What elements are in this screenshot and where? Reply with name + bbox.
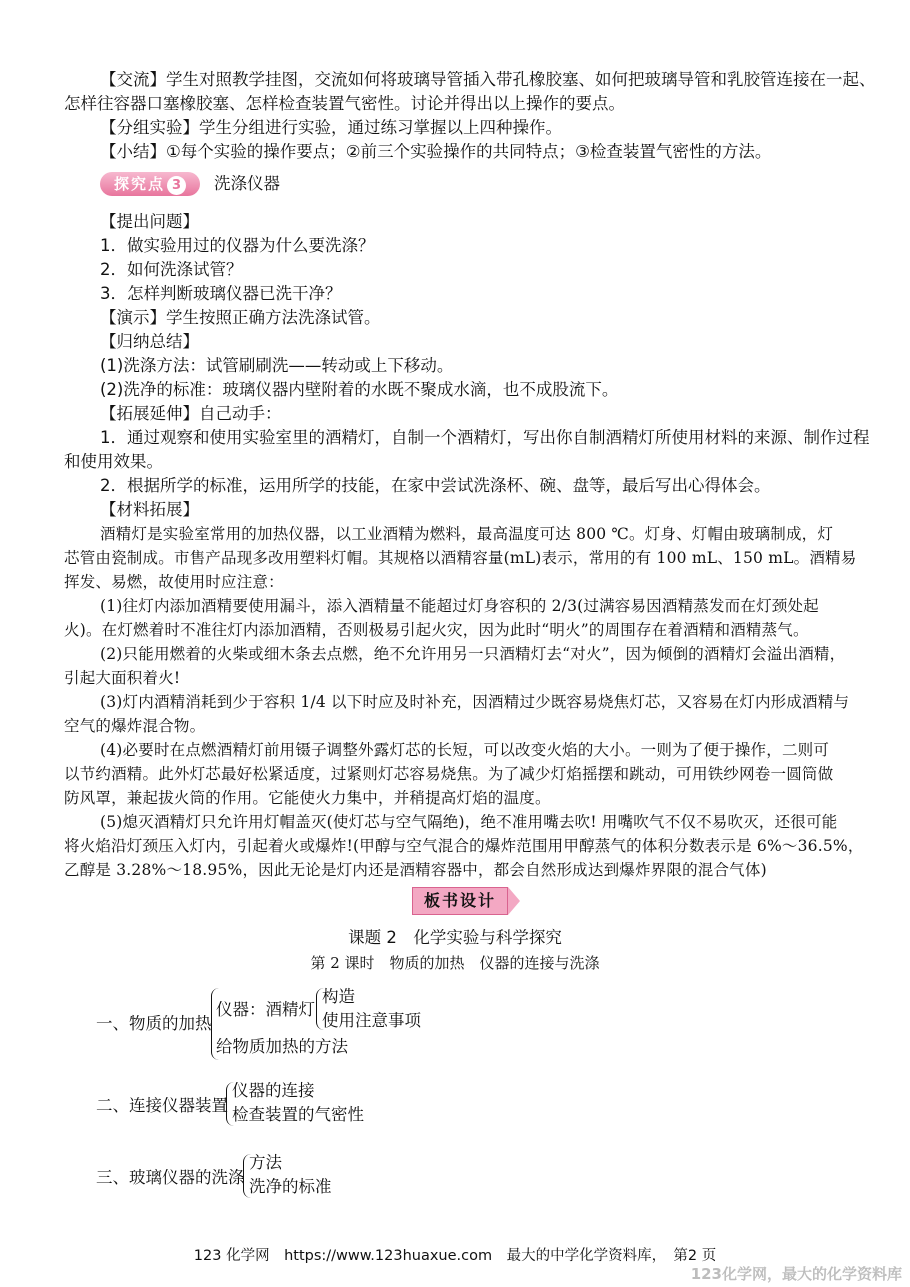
material-heading: 【材料拓展】 (100, 500, 199, 519)
board-design-tag (412, 887, 522, 915)
raise-question-heading: 【提出问题】 (100, 212, 199, 231)
material-line: 乙醇是 3.28%～18.95%，因此无论是灯内还是酒精容器中，都会自然形成达到爆炸界限的混合气体) (64, 861, 767, 879)
tree-item: 给物质加热的方法 (216, 1037, 348, 1056)
material-line: 引起大面积着火! (64, 669, 181, 687)
material-line: (1)往灯内添加酒精要使用漏斗，添入酒精量不能超过灯身容积的 2/3(过满容易因酒精蒸发而在灯颈处起 (100, 597, 819, 615)
summary-point-2: (2)洗净的标准：玻璃仪器内壁附着的水既不聚成水滴，也不成股流下。 (100, 380, 619, 399)
material-line: 酒精灯是实验室常用的加热仪器，以工业酒精为燃料，最高温度可达 800 ℃。灯身、灯帽由玻璃制成，灯 (100, 525, 834, 543)
tree-item: 方法 (249, 1153, 282, 1172)
question-1: 1．做实验用过的仪器为什么要洗涤？ (100, 236, 375, 255)
material-line: 空气的爆炸混合物。 (64, 717, 206, 735)
extension-item-1: 1．通过观察和使用实验室里的酒精灯，自制一个酒精灯，写出你自制酒精灯所使用材料的来源、制作过程 (100, 428, 870, 447)
material-line: (4)必要时在点燃酒精灯前用镊子调整外露灯芯的长短，可以改变火焰的大小。一则为了便于操作，二则可 (100, 741, 830, 759)
material-line: 挥发、易燃，故使用时应注意： (64, 573, 284, 591)
group-experiment-paragraph: 【分组实验】学生分组进行实验，通过练习掌握以上四种操作。 (100, 118, 562, 137)
question-3: 3．怎样判断玻璃仪器已洗干净？ (100, 284, 342, 303)
section-title: 洗涤仪器 (214, 174, 280, 193)
page-footer: 123 化学网 https://www.123huaxue.com 最大的中学化学资料库， 第2 页 (193, 1248, 717, 1264)
section-badge-label: 探究点 (113, 175, 165, 193)
summary-heading: 【归纳总结】 (100, 332, 199, 351)
question-2: 2．如何洗涤试管？ (100, 260, 243, 279)
exchange-paragraph-cont: 怎样往容器口塞橡胶塞、怎样检查装置气密性。讨论并得出以上操作的要点。 (64, 94, 625, 113)
extension-heading: 【拓展延伸】自己动手： (100, 404, 282, 423)
material-line: 将火焰沿灯颈压入灯内，引起着火或爆炸!(甲醇与空气混合的爆炸范围用甲醇蒸气的体积分数表示是 6%～36.5%， (64, 837, 864, 855)
tree-subitem: 使用注意事项 (322, 1011, 421, 1030)
section-badge-number: 3 (167, 176, 186, 195)
lesson-title: 课题 2 化学实验与科学探究 (348, 928, 562, 947)
tree-item: 检查装置的气密性 (232, 1105, 364, 1124)
material-line: (3)灯内酒精消耗到少于容积 1/4 以下时应及时补充，因酒精过少既容易烧焦灯芯，又容易在灯内形成酒精与 (100, 693, 850, 711)
tree-item: 洗净的标准 (249, 1177, 332, 1196)
material-line: (2)只能用燃着的火柴或细木条去点燃，绝不允许用另一只酒精灯去“对火”，因为倾倒的酒精灯会溢出酒精， (100, 645, 846, 663)
board-design-label: 板书设计 (412, 887, 508, 915)
summary-point-1: (1)洗涤方法：试管刷刷洗——转动或上下移动。 (100, 356, 454, 375)
summary-paragraph: 【小结】①每个实验的操作要点；②前三个实验操作的共同特点；③检查装置气密性的方法。 (100, 142, 772, 161)
material-line: 芯管由瓷制成。市售产品现多改用塑料灯帽。其规格以酒精容量(mL)表示，常用的有 100 mL、150 mL。酒精易 (64, 549, 857, 567)
material-line: 以节约酒精。此外灯芯最好松紧适度，过紧则灯芯容易烧焦。为了减少灯焰摇摆和跳动，可用铁纱网卷一圆筒做 (64, 765, 834, 783)
material-line: (5)熄灭酒精灯只允许用灯帽盖灭(使灯芯与空气隔绝)，绝不准用嘴去吹! 用嘴吹气不仅不易吹灭，还很可能 (100, 813, 838, 831)
extension-item-2: 2．根据所学的标准，运用所学的技能，在家中尝试洗涤杯、碗、盘等，最后写出心得体会。 (100, 476, 771, 495)
demo-paragraph: 【演示】学生按照正确方法洗涤试管。 (100, 308, 381, 327)
tree-section-3: 三、玻璃仪器的洗涤 (96, 1168, 245, 1187)
exchange-paragraph: 【交流】学生对照教学挂图，交流如何将玻璃导管插入带孔橡胶塞、如何把玻璃导管和乳胶管连接在一起、 (100, 70, 876, 89)
tree-section-2: 二、连接仪器装置 (96, 1096, 228, 1115)
tree-subitem: 构造 (322, 987, 355, 1006)
material-line: 火)。在灯燃着时不准往灯内添加酒精，否则极易引起火灾，因为此时“明火”的周围存在着酒精和酒精蒸气。 (64, 621, 809, 639)
tag-arrow-icon (508, 887, 520, 915)
tree-item: 仪器的连接 (232, 1081, 315, 1100)
extension-item-1-cont: 和使用效果。 (64, 452, 163, 471)
section-badge (100, 172, 200, 196)
material-line: 防风罩，兼起拔火筒的作用。它能使火力集中，并稍提高灯焰的温度。 (64, 789, 551, 807)
tree-section-1: 一、物质的加热 (96, 1014, 212, 1033)
lesson-subtitle: 第 2 课时 物质的加热 仪器的连接与洗涤 (310, 954, 600, 972)
site-watermark: 123化学网，最大的化学资料库 (690, 1265, 902, 1283)
tree-item: 仪器：酒精灯 (216, 1000, 315, 1019)
